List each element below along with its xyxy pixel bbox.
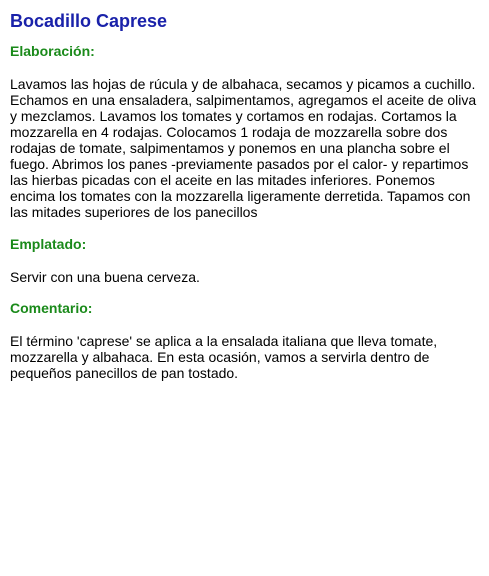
- recipe-title: Bocadillo Caprese: [10, 11, 168, 31]
- elaboracion-text: Lavamos las hojas de rúcula y de albahaca, secamos y picamos a cuchillo. Echamos en una ensaladera, salpimentamos, agregamos el aceite de oliva y mezclamos. Lavamos los tomates y cortamos en rodajas. Cortamos la mozzarella en 4 rodajas. Colocamos 1 rodaja de mozzarella sobre dos rodajas de tomate, salpimentamos y ponemos en una plancha sobre el fuego. Abrimos los panes -previamente pasados por el calor- y repartimos las hierbas picadas con el aceite en las mitades inferiores. Ponemos encima los tomates con la mozzarella ligeramente derretida. Tapamos con las mitades superiores de los panecillos: [10, 76, 477, 220]
- comentario-text: El término 'caprese' se aplica a la ensalada italiana que lleva tomate, mozzarella y albahaca. En esta ocasión, vamos a servirla dentro de pequeños panecillos de pan tostado.: [10, 333, 438, 381]
- emplatado-heading: Emplatado:: [10, 236, 87, 252]
- emplatado-text: Servir con una buena cerveza.: [10, 269, 200, 285]
- comentario-heading: Comentario:: [10, 300, 93, 316]
- elaboracion-heading: Elaboración:: [10, 43, 95, 59]
